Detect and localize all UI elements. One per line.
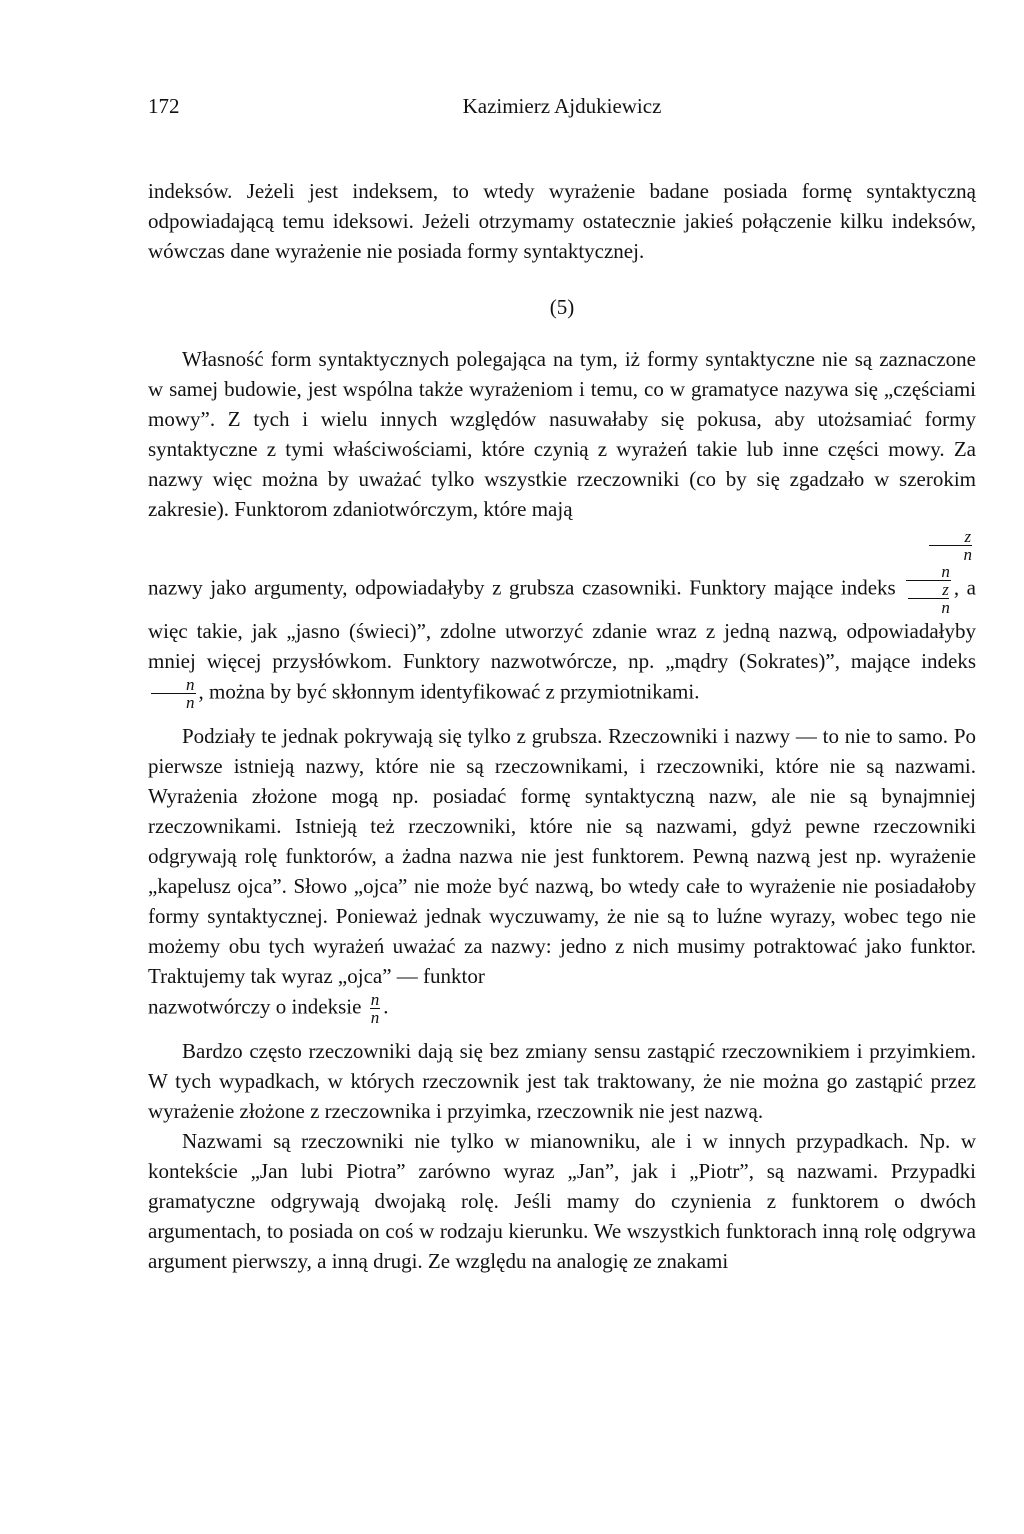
fraction-middle: z — [908, 581, 949, 599]
section-number: (5) — [549, 295, 575, 319]
paragraph-2 — [148, 344, 976, 711]
paragraph-5: Nazwami są rzeczowniki nie tylko w mianowniku, ale i w innych przypadkach. Np. w kontekście „Jan lubi Piotra” zarówno wyraz „Jan”, jak i „Piotr”, są nazwami. Przypadki gramatyczne odgrywają dwojaką rolę. Jeśli mamy do czynienia z funktorem o dwóch argumentach, to posiada on coś w rodzaju kierunku. We wszystkich funktorach inną rolę odgrywa argument pierwszy, a inną drugi. Ze względu na analogię ze znakami — [148, 1129, 976, 1273]
fraction-z-over-n — [929, 528, 974, 563]
fraction-z-over-n-holder — [148, 528, 976, 563]
body-text — [148, 176, 976, 1276]
fraction-numerator: n — [151, 676, 196, 694]
fraction-denominator: n — [941, 598, 950, 617]
paragraph-2-text-b: nazwy jako argumenty, odpowiadałyby z grubsza czasowniki. Funktory mające indeks — [148, 575, 896, 600]
fraction-denominator: n — [963, 545, 972, 564]
paragraph-3 — [148, 721, 976, 1026]
fraction-denominator: n — [370, 1008, 380, 1027]
fraction-n-over-z-over-n — [906, 563, 951, 616]
running-title: Kazimierz Ajdukiewicz — [462, 94, 662, 118]
paragraph-3-ending-text: nazwotwórczy o indeksie — [148, 994, 362, 1019]
page-number: 172 — [148, 94, 180, 118]
paragraph-2-text-d: , można by być skłonnym identyfikować z przymiotnikami. — [198, 679, 700, 704]
fraction-numerator: n — [370, 990, 380, 1009]
fraction-numerator: z — [929, 528, 972, 546]
paragraph-1: indeksów. Jeżeli jest indeksem, to wtedy wyrażenie badane posiada formę syntaktyczną odpowiadającą temu ideksowi. Jeżeli otrzymamy ostatecznie jakieś połączenie kilku indeksów, wówczas dane wyrażenie nie posiada formy syntaktycznej. — [148, 179, 976, 263]
paragraph-3-ending — [148, 991, 976, 1026]
paragraph-2-comma: , — [953, 575, 960, 600]
paragraph-3-period: . — [383, 994, 389, 1019]
paragraph-3-text: Podziały te jednak pokrywają się tylko z grubsza. Rzeczowniki i nazwy — to nie to samo. Po pierwsze istnieją nazwy, które nie są rzeczownikami, i rzeczowniki, które nie są nazwami. Wyrażenia złożone mogą np. posiadać formę syntaktyczną nazw, ale nie są bynajmniej rzeczownikami. Istnieją też rzeczowniki, które nie są nazwami, gdyż pewne rzeczowniki odgrywają rolę funktorów, a żadna nazwa nie jest funktorem. Pewną nazwą jest np. wyrażenie „kapelusz ojca”. Słowo „ojca” nie może być nazwą, bo wtedy całe to wyrażenie nie posiadałoby formy syntaktycznej. Ponieważ jednak wyczuwamy, że nie są to luźne wyrazy, wobec tego nie możemy obu tych wyrażeń uważać za nazwy: jedno z nich musimy potraktować jako funktor. Traktujemy tak wyraz „ojca” — funktor — [148, 724, 976, 988]
fraction-numerator: n — [906, 563, 951, 581]
paragraph-4: Bardzo często rzeczowniki dają się bez zmiany sensu zastąpić rzeczownikiem i przyimkiem. W tych wypadkach, w których rzeczownik jest tak traktowany, że nie można go zastąpić przez wyrażenie złożone z rzeczownika i przyimka, rzeczownik nie jest nazwą. — [148, 1039, 976, 1123]
fraction-denominator: n — [186, 693, 195, 712]
paragraph-2-text-c: a więc takie, jak „jasno (świeci)”, zdolne utworzyć zdanie wraz z jedną nazwą, odpowiadałyby mniej więcej przysłówkom. Funktory nazwotwórcze, np. „mądry (Sokrates)”, mające indeks — [148, 575, 976, 673]
fraction-n-over-n — [151, 676, 196, 711]
fraction-n-over-n-2 — [370, 991, 381, 1026]
paragraph-2-text-a: Własność form syntaktycznych polegająca na tym, iż formy syntaktyczne nie są zaznaczone w samej budowie, jest wspólna także wyrażeniom i temu, co w gramatyce nazywa się „częściami mowy”. Z tych i wielu innych względów nasuwałaby się pokusa, aby utożsamiać formy syntaktyczne z tymi właściwościami, które czynią z wyrażeń takie lub inne części mowy. Za nazwy więc można by uważać tylko wszystkie rzeczowniki (co by się zgadzało w szerokim zakresie). Funktorom zdaniotwórczym, które mają — [148, 347, 976, 521]
